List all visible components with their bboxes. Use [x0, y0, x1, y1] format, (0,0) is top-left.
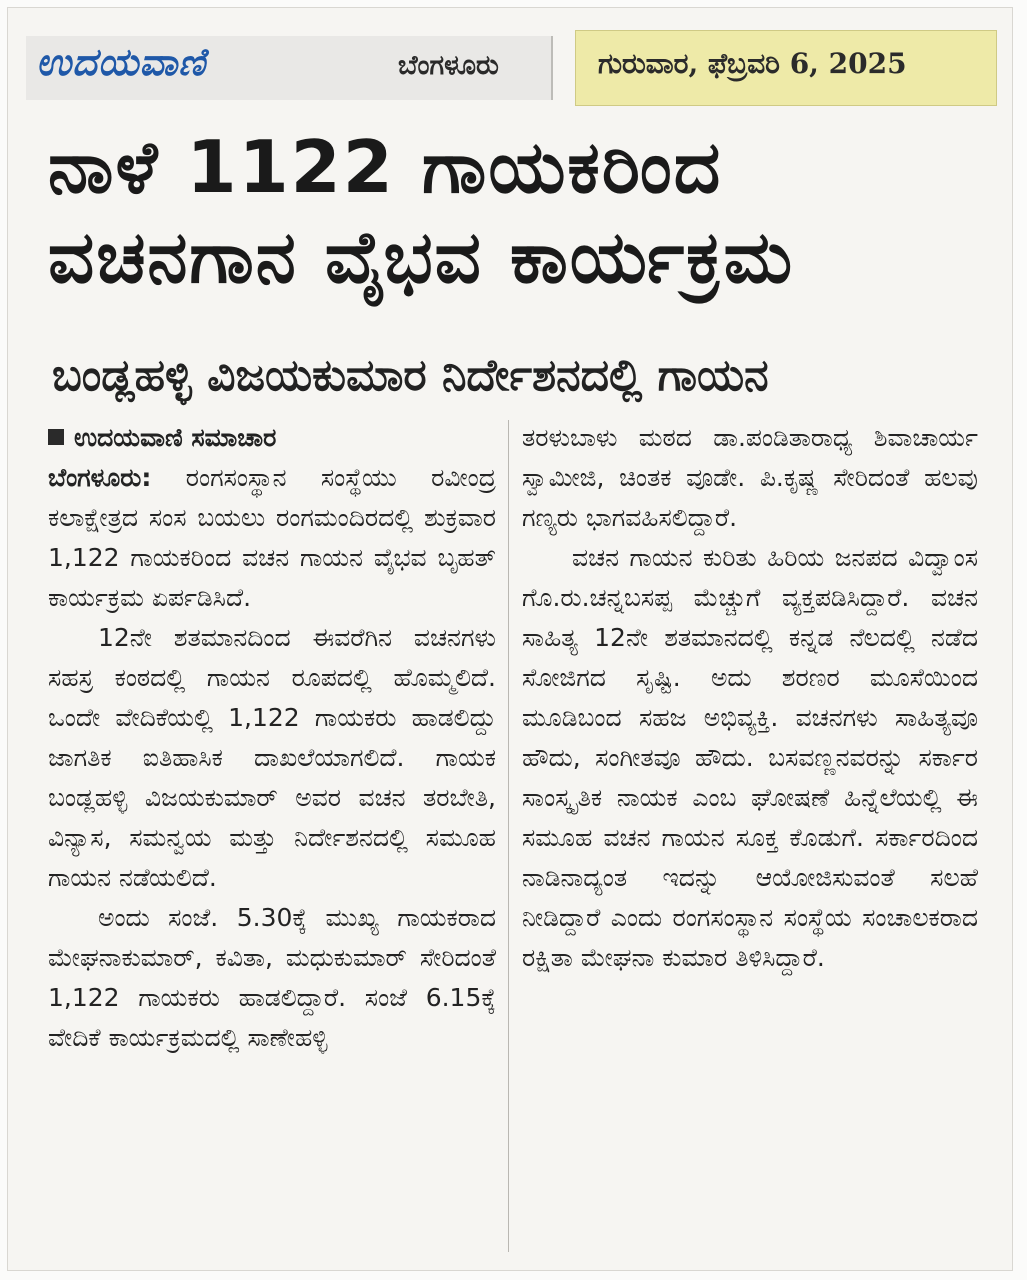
byline-text: ಉದಯವಾಣಿ ಸಮಾಚಾರ [74, 423, 277, 452]
subheadline: ಬಂಡ್ಲಹಳ್ಳಿ ವಿಜಯಕುಮಾರ ನಿರ್ದೇಶನದಲ್ಲಿ ಗಾಯನ [52, 350, 769, 401]
edition-label: ಬೆಂಗಳೂರು [398, 50, 499, 81]
date-box [575, 30, 997, 106]
masthead [26, 36, 553, 100]
article-column-left [48, 418, 496, 1258]
dateline: ಬೆಂಗಳೂರು: [48, 463, 152, 492]
paragraph-3: ಅಂದು ಸಂಜೆ. 5.30ಕ್ಕೆ ಮುಖ್ಯ ಗಾಯಕರಾದ ಮೇಘನಾಕುಮಾರ್, ಕವಿತಾ, ಮಧುಕುಮಾರ್ ಸೇರಿದಂತೆ 1,122 ಗಾಯಕರು ಹಾಡಲಿದ್ದಾರೆ. ಸಂಜೆ 6.15ಕ್ಕೆ ವೇದಿಕೆ ಕಾರ್ಯಕ್ರಮದಲ್ಲಿ ಸಾಣೇಹಳ್ಳಿ [48, 903, 496, 1052]
column-divider [508, 420, 509, 1252]
square-bullet-icon [48, 429, 64, 445]
headline-line-2: ವಚನಗಾನ ವೈಭವ ಕಾರ್ಯಕ್ರಮ [48, 215, 795, 299]
paragraph-5: ವಚನ ಗಾಯನ ಕುರಿತು ಹಿರಿಯ ಜನಪದ ವಿದ್ವಾಂಸ ಗೊ.ರು.ಚನ್ನಬಸಪ್ಪ ಮೆಚ್ಚುಗೆ ವ್ಯಕ್ತಪಡಿಸಿದ್ದಾರೆ. ವಚನ ಸಾಹಿತ್ಯ 12ನೇ ಶತಮಾನದಲ್ಲಿ ಕನ್ನಡ ನೆಲದಲ್ಲಿ ನಡೆದ ಸೋಜಿಗದ ಸೃಷ್ಟಿ. ಅದು ಶರಣರ ಮೂಸೆಯಿಂದ ಮೂಡಿಬಂದ ಸಹಜ ಅಭಿವ್ಯಕ್ತಿ. ವಚನಗಳು ಸಾಹಿತ್ಯವೂ ಹೌದು, ಸಂಗೀತವೂ ಹೌದು. ಬಸವಣ್ಣನವರನ್ನು ಸರ್ಕಾರ ಸಾಂಸ್ಕೃತಿಕ ನಾಯಕ ಎಂಬ ಘೋಷಣೆ ಹಿನ್ನೆಲೆಯಲ್ಲಿ ಈ ಸಮೂಹ ವಚನ ಗಾಯನ ಸೂಕ್ತ ಕೊಡುಗೆ. ಸರ್ಕಾರದಿಂದ ನಾಡಿನಾದ್ಯಂತ ಇದನ್ನು ಆಯೋಜಿಸುವಂತೆ ಸಲಹೆ ನೀಡಿದ್ದಾರೆ ಎಂದು ರಂಗಸಂಸ್ಥಾನ ಸಂಸ್ಥೆಯ ಸಂಚಾಲಕರಾದ ರಕ್ಷಿತಾ ಮೇಘನಾ ಕುಮಾರ ತಿಳಿಸಿದ್ದಾರೆ. [522, 543, 978, 972]
byline [48, 418, 496, 458]
paragraph-4: ತರಳುಬಾಳು ಮಠದ ಡಾ.ಪಂಡಿತಾರಾಧ್ಯ ಶಿವಾಚಾರ್ಯ ಸ್ವಾಮೀಜಿ, ಚಿಂತಕ ವೂಡೇ. ಪಿ.ಕೃಷ್ಣ ಸೇರಿದಂತೆ ಹಲವು ಗಣ್ಯರು ಭಾಗವಹಿಸಲಿದ್ದಾರೆ. [522, 423, 978, 532]
paragraph-1 [48, 458, 496, 618]
headline-line-1: ನಾಳೆ 1122 ಗಾಯಕರಿಂದ [48, 125, 723, 209]
article-column-right [522, 418, 978, 1258]
publication-date: ಗುರುವಾರ, ಫೆಬ್ರವರಿ 6, 2025 [598, 47, 907, 80]
paragraph-1-text: ರಂಗಸಂಸ್ಥಾನ ಸಂಸ್ಥೆಯು ರವೀಂದ್ರ ಕಲಾಕ್ಷೇತ್ರದ ಸಂಸ ಬಯಲು ರಂಗಮಂದಿರದಲ್ಲಿ ಶುಕ್ರವಾರ 1,122 ಗಾಯಕರಿಂದ ವಚನ ಗಾಯನ ವೈಭವ ಬೃಹತ್ ಕಾರ್ಯಕ್ರಮ ಏರ್ಪಡಿಸಿದೆ. [48, 463, 496, 612]
newspaper-logo: ಉದಯವಾಣಿ [36, 40, 207, 84]
paragraph-2: 12ನೇ ಶತಮಾನದಿಂದ ಈವರೆಗಿನ ವಚನಗಳು ಸಹಸ್ರ ಕಂಠದಲ್ಲಿ ಗಾಯನ ರೂಪದಲ್ಲಿ ಹೊಮ್ಮಲಿದೆ. ಒಂದೇ ವೇದಿಕೆಯಲ್ಲಿ 1,122 ಗಾಯಕರು ಹಾಡಲಿದ್ದು ಜಾಗತಿಕ ಐತಿಹಾಸಿಕ ದಾಖಲೆಯಾಗಲಿದೆ. ಗಾಯಕ ಬಂಡ್ಲಹಳ್ಳಿ ವಿಜಯಕುಮಾರ್ ಅವರ ವಚನ ತರಬೇತಿ, ವಿನ್ಯಾಸ, ಸಮನ್ವಯ ಮತ್ತು ನಿರ್ದೇಶನದಲ್ಲಿ ಸಮೂಹ ಗಾಯನ ನಡೆಯಲಿದೆ. [48, 623, 496, 892]
